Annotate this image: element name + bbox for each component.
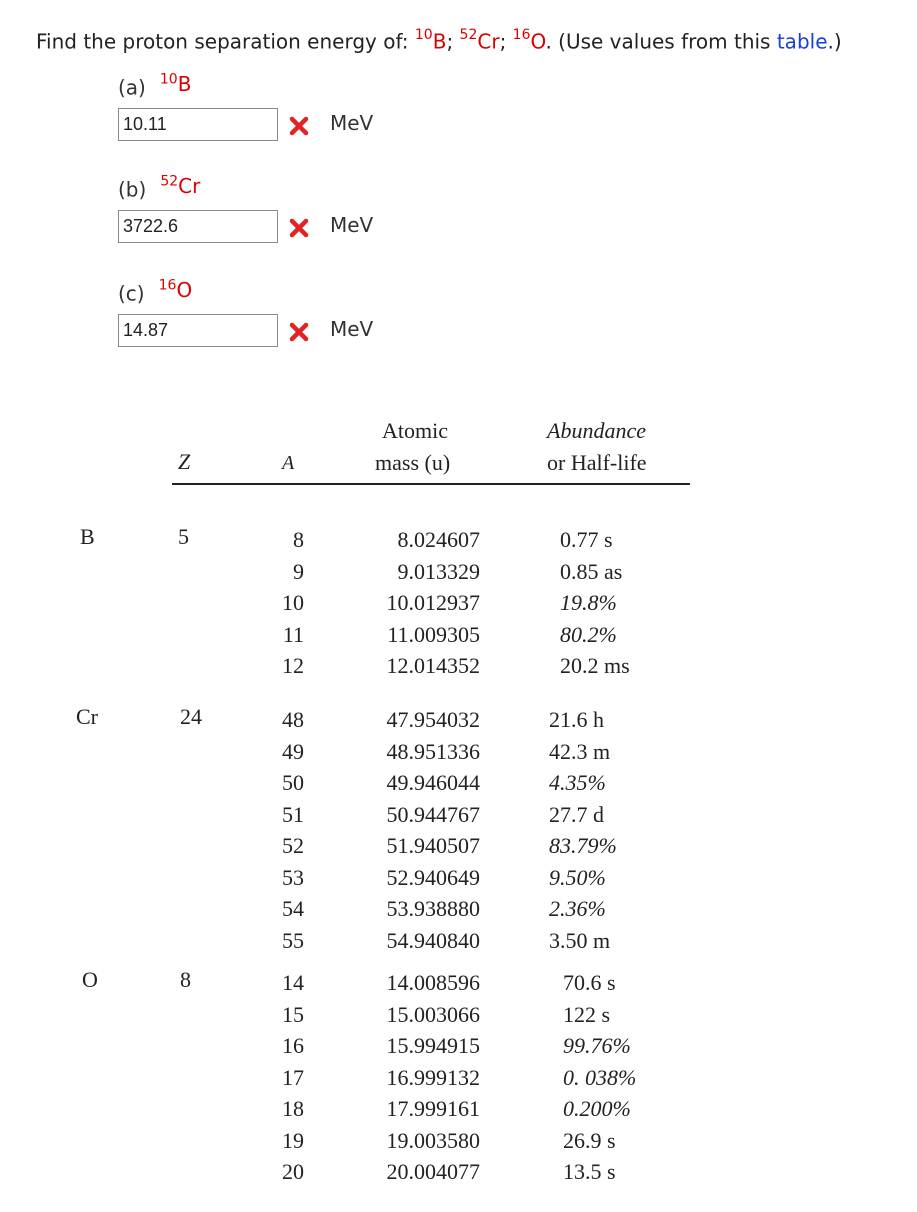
a-value: 9 [293, 558, 304, 584]
separator-2: ; [499, 29, 513, 54]
a-value: 17 [282, 1064, 304, 1090]
abundance-value: 83.79% [549, 833, 617, 858]
part-b-symbol: Cr [178, 173, 201, 198]
a-value: 54 [282, 896, 304, 921]
mass-value: 48.951336 [386, 738, 480, 764]
part-a-letter: (a) [118, 75, 146, 100]
mass-column-cr [368, 704, 480, 956]
abundance-value: 122 s [563, 1001, 611, 1027]
mass-value: 19.003580 [386, 1127, 480, 1153]
abundance-value: 2.36% [549, 896, 606, 921]
z-cr: 24 [180, 704, 202, 729]
mass-value: 51.940507 [386, 833, 480, 858]
part-b-mass-number: 52 [160, 173, 179, 189]
nucleus-2-mass-number: 52 [459, 27, 478, 43]
a-column-cr [274, 704, 304, 956]
a-value: 8 [293, 527, 304, 552]
a-value: 51 [282, 801, 304, 827]
mass-value: 17.999161 [386, 1096, 480, 1121]
abundance-value: 9.50% [549, 864, 606, 890]
header-rule [172, 483, 690, 485]
abundance-value: 70.6 s [563, 970, 616, 995]
element-o: O [82, 967, 98, 992]
header-mass-line2: mass (u) [375, 450, 451, 475]
part-b-unit: MeV [330, 213, 374, 237]
mass-value: 16.999132 [386, 1064, 480, 1090]
abundance-value: 13.5 s [563, 1159, 616, 1184]
table-link[interactable]: table [776, 29, 828, 54]
a-value: 50 [282, 770, 304, 795]
mass-value: 12.014352 [386, 653, 480, 678]
mass-value: 54.940840 [386, 927, 480, 953]
abundance-value: 21.6 h [549, 707, 604, 732]
mass-value: 11.009305 [387, 621, 480, 647]
a-value: 18 [282, 1096, 304, 1121]
nucleus-3-mass-number: 16 [512, 27, 531, 43]
abundance-value: 0. 038% [563, 1064, 637, 1090]
mass-value: 52.940649 [386, 864, 480, 890]
note-close: .) [827, 29, 842, 54]
mass-column-o [368, 967, 480, 1188]
element-cr: Cr [76, 704, 98, 729]
a-column-o [274, 967, 304, 1188]
a-value: 53 [282, 864, 304, 890]
mass-value: 49.946044 [386, 770, 480, 795]
a-value: 52 [282, 833, 304, 858]
a-value: 19 [282, 1127, 304, 1153]
a-value: 12 [282, 653, 304, 678]
part-a-symbol: B [177, 71, 192, 96]
header-abundance-line1: Abundance [547, 418, 646, 443]
mass-value: 8.024607 [397, 527, 480, 552]
part-b-letter: (b) [118, 177, 147, 202]
z-o: 8 [180, 967, 191, 992]
a-value: 49 [282, 738, 304, 764]
part-c-letter: (c) [118, 281, 145, 306]
mass-value: 15.003066 [386, 1001, 480, 1027]
abundance-value: 42.3 m [549, 738, 611, 764]
header-z: Z [178, 449, 191, 474]
nucleus-3-symbol: O [530, 29, 546, 54]
abundance-value: 19.8% [560, 590, 617, 615]
abundance-value: 80.2% [560, 621, 617, 647]
question-end: . [545, 29, 559, 54]
abundance-value: 4.35% [549, 770, 606, 795]
note-open: (Use values from this [558, 29, 777, 54]
header-mass-line1: Atomic [382, 418, 448, 443]
part-a-mass-number: 10 [159, 71, 178, 87]
mass-value: 20.004077 [386, 1159, 480, 1184]
mass-value: 10.012937 [386, 590, 480, 615]
header-abundance-line2: or Half-life [547, 450, 647, 475]
a-value: 20 [282, 1159, 304, 1184]
separator-1: ; [446, 29, 460, 54]
a-value: 48 [282, 707, 304, 732]
abundance-value: 26.9 s [563, 1127, 616, 1153]
header-a: A [282, 452, 295, 474]
part-c-unit: MeV [330, 317, 374, 341]
abundance-value: 3.50 m [549, 927, 611, 953]
part-c-symbol: O [176, 277, 193, 302]
a-value: 16 [282, 1033, 304, 1058]
nucleus-1-symbol: B [432, 29, 447, 54]
z-b: 5 [178, 524, 189, 549]
a-column-b [274, 524, 304, 682]
abundance-value: 20.2 ms [560, 653, 630, 678]
nucleus-2-symbol: Cr [477, 29, 500, 54]
part-c-mass-number: 16 [158, 277, 177, 293]
abundance-value: 99.76% [563, 1033, 631, 1058]
mass-value: 15.994915 [386, 1033, 480, 1058]
abundance-value: 27.7 d [549, 801, 604, 827]
abundance-value: 0.85 as [560, 558, 623, 584]
mass-value: 53.938880 [386, 896, 480, 921]
mass-value: 9.013329 [397, 558, 480, 584]
abundance-value: 0.200% [563, 1096, 631, 1121]
mass-column-b [368, 524, 480, 682]
element-b: B [80, 524, 95, 549]
a-value: 55 [282, 927, 304, 953]
part-a-unit: MeV [330, 111, 374, 135]
nucleus-1-mass-number: 10 [414, 27, 433, 43]
mass-value: 50.944767 [386, 801, 480, 827]
abundance-column-b [560, 524, 630, 682]
question-prefix: Find the proton separation energy of: [36, 29, 415, 54]
abundance-column-cr [549, 704, 617, 956]
abundance-value: 0.77 s [560, 527, 613, 552]
a-value: 11 [282, 621, 304, 647]
a-value: 10 [282, 590, 304, 615]
abundance-column-o [563, 967, 636, 1188]
mass-value: 47.954032 [386, 707, 480, 732]
mass-value: 14.008596 [386, 970, 480, 995]
a-value: 15 [282, 1001, 304, 1027]
a-value: 14 [282, 970, 304, 995]
